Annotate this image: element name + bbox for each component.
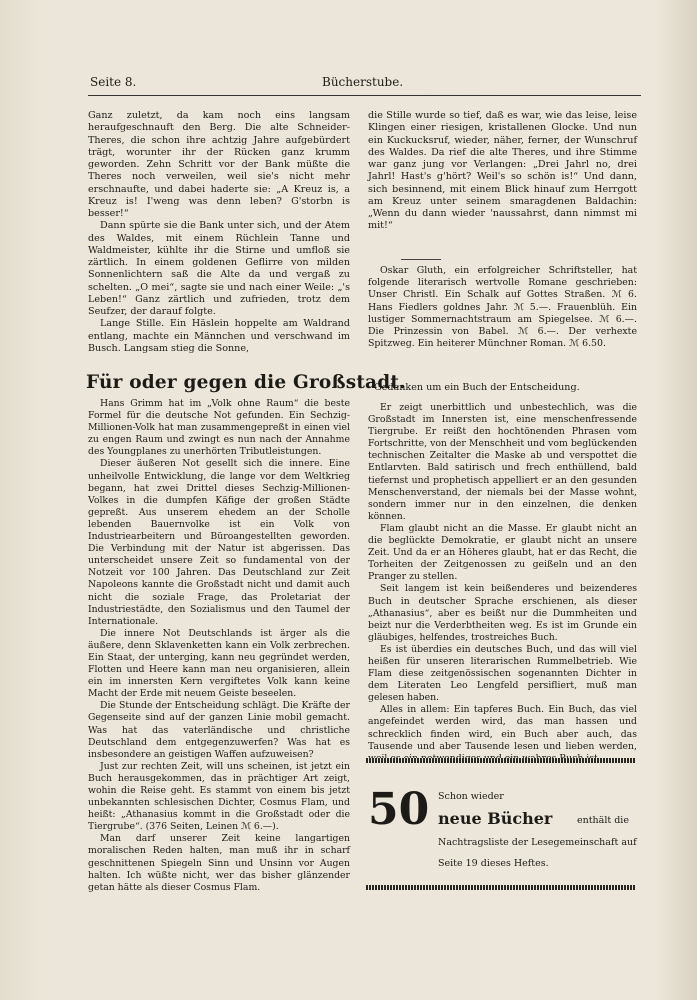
article-subheadline: Gedanken um ein Buch der Entscheidung.	[374, 382, 580, 393]
ad-line: enthält die	[577, 815, 629, 826]
story-paragraph: Ganz zuletzt, da kam noch eins langsam heraufgeschnauft den Berg. Die alte Schneider-Theres, die schon ihre achtzig Jahre aufgebürdert trägt, worunter ihr der Rücken ganz krumm geworden. Zehn Schritt vor der Bank müßte die Theres noch verweilen, weil sie's nicht mehr erschnaufte, und dabei haderte sie: „A Kreuz is, a Kreuz is! I'weng was denn leben? G'storbn is besser!“	[88, 110, 350, 219]
running-title: Bücherstube.	[322, 75, 404, 89]
article-headline: Für oder gegen die Großstadt.	[86, 372, 406, 393]
article-paragraph: Hans Grimm hat im „Volk ohne Raum“ die beste Formel für die deutsche Not gefunden. Ein Sechzig-Millionen-Volk hat man zusammengepreßt in einen viel zu engen Raum und zwingt es nun nach der Annahme des Youngplanes zu unerhörten Tributleistungen.	[88, 398, 350, 458]
ad-border-bottom	[366, 885, 636, 890]
author-note	[368, 265, 637, 350]
article-column-left	[88, 398, 350, 894]
article-paragraph: Man darf unserer Zeit keine langartigen moralischen Reden halten, man muß ihr in scharf geschnittenen Spiegeln Sinn und Unsinn vor Augen halten. Ich wüßte nicht, wer das bisher glänzender getan hätte als dieser Cosmus Flam.	[88, 833, 350, 893]
article-paragraph: Er zeigt unerbittlich und unbestechlich, was die Großstadt im Innersten ist, eine menschenfressende Tiergrube. Er reißt den hochtönenden Phrasen vom Fortschritte, von der Menschheit und vom beglückenden technischen Zeitalter die Maske ab und verspottet die Entlarvten. Bald satirisch und frech enthüllend, bald tiefernst und prophetisch appelliert er an den gesunden Menschenverstand, der niemals bei der Masse wohnt, sondern immer nur in den einzelnen, die denken können.	[368, 402, 637, 522]
article-paragraph: Es ist überdies ein deutsches Buch, und das will viel heißen für unseren literarischen Rummelbetrieb. Wie Flam diese zeitgenössischen sogenannten Dichter in dem Literaten Leo Lengfeld persifliert, muß man gelesen haben.	[368, 643, 637, 704]
story-paragraph: Lange Stille. Ein Häslein hoppelte am Waldrand entlang, machte ein Männchen und verschwand im Busch. Langsam stieg die Sonne,	[88, 318, 350, 354]
story-paragraph: die Stille wurde so tief, daß es war, wie das leise, leise Klingen einer riesigen, kristallenen Glocke. Und nun ein Kuckucksruf, wieder, näher, ferner, der Wunschruf des Waldes. Da rief die alte Theres, und ihre Stimme war ganz jung vor Verlangen: „Drei Jahrl no, drei Jahrl! Hast's g'hört? Weil's so schön is!“ Und dann, sich besinnend, mit einem Blick hinauf zum Herrgott am Kreuz unter seinem smaragdenen Baldachin: „Wenn du dann wieder 'naussahrst, dann nimmst mi mit!“	[368, 110, 637, 232]
ad-highlight: neue Bücher	[438, 809, 553, 828]
article-paragraph: Seit langem ist kein beißenderes und beizenderes Buch in deutscher Sprache erschienen, als dieser „Athanasius“, aber es beißt nur die Dummheiten und beizt nur die Verderbtheiten weg. Es ist im Grunde ein gläubiges, helfendes, trostreiches Buch.	[368, 583, 637, 643]
ad-line: Nachtragsliste der Lesegemeinschaft auf	[438, 837, 637, 848]
author-note-text: Oskar Gluth, ein erfolgreicher Schriftsteller, hat folgende literarisch wertvolle Romane geschrieben: Unser Christl. Ein Schalk auf Gottes Straßen. ℳ 6. Hans Fiedlers goldnes Jahr. ℳ 5.—. Frauenblüh. Ein lustiger Sommernachtstraum am Spiegelsee. ℳ 6.—. Die Prinzessin von Babel. ℳ 6.—. Der verhexte Spitzweg. Ein heiterer Münchner Roman. ℳ 6.50.	[368, 265, 637, 350]
article-paragraph: Alles in allem: Ein tapferes Buch. Ein Buch, das viel angefeindet werden wird, das man hassen und schrecklich finden wird, ein Buch aber auch, das Tausende und aber Tausende lesen und lieben werden,	[368, 704, 637, 752]
header-rule	[88, 95, 641, 96]
ad-line: Schon wieder	[438, 791, 504, 802]
article-column-right	[368, 402, 637, 765]
ad-border-top	[366, 758, 636, 763]
article-paragraph: Die Stunde der Entscheidung schlägt. Die Kräfte der Gegenseite sind auf der ganzen Linie mobil gemacht. Was hat das vaterländische und christliche Deutschland dem entgegenzuwerfen? Was hat es insbesondere an geistigen Waffen aufzuweisen?	[88, 700, 350, 760]
story-column-left	[88, 110, 350, 355]
ad-line: Seite 19 dieses Heftes.	[438, 858, 549, 869]
article-paragraph: Flam glaubt nicht an die Masse. Er glaubt nicht an die beglückte Demokratie, er glaubt nicht an unsere Zeit. Und da er an Höheres glaubt, hat er das Recht, die Torheiten der Zeitgenossen zu geißeln und an den Pranger zu stellen.	[368, 522, 637, 583]
article-paragraph: Just zur rechten Zeit, will uns scheinen, ist jetzt ein Buch herausgekommen, das in prächtiger Art zeigt, wohin die Reise geht. Es stammt von einem bis jetzt unbekannten schlesischen Dichter, Cosmus Flam, und heißt: „Athanasius kommt in die Großstadt oder die Tiergrube“. (376 Seiten, Leinen ℳ 6.—).	[88, 760, 350, 833]
story-column-right	[368, 110, 637, 233]
article-paragraph: Die innere Not Deutschlands ist ärger als die äußere, denn Sklavenketten kann ein Volk zerbrechen. Ein Staat, der unterging, kann neu gegründet werden, Flotten und Heere kann man neu organisieren, allein ein im innersten Kern vergiftetes Volk kann keine Macht der Erde mit neuem Geiste beseelen.	[88, 627, 350, 700]
page-number: Seite 8.	[90, 75, 137, 89]
story-paragraph: Dann spürte sie die Bank unter sich, und der Atem des Waldes, mit einem Rüchlein Tanne und Waldmeister, kühlte ihr die Stirne und umfloß sie zärtlich. In einem goldenen Geflirre von milden Sonnenlichtern saß die Alte da und vergaß zu schelten. „O mei“, sagte sie und nach einer Weile: „'s Leben!“ Ganz zärtlich und zufrieden, trotz dem Seufzer, der darauf folgte.	[88, 220, 350, 317]
article-paragraph: Dieser äußeren Not gesellt sich die innere. Eine unheilvolle Entwicklung, die lange vor dem Weltkrieg begann, hat zwei Drittel dieses Sechzig-Millionen-Volkes in die dumpfen Käfige der großen Städte gepreßt. Aus unserem ehedem an der Scholle lebenden Bauernvolke ist ein Volk von Industriearbeitern und Büroangestellten geworden. Die Verbindung mit der Natur ist abgerissen. Das unterscheidet unsere Zeit so fundamental von der Notzeit vor 100 Jahren. Das Deutschland zur Zeit Napoleons kannte die Großstadt nicht und damit auch nicht die soziale Frage, das Proletariat der Industriestädte, den Sozialismus und den Taumel der Internationale.	[88, 458, 350, 627]
ad-number: 50	[368, 784, 430, 835]
separator-line	[401, 259, 441, 260]
